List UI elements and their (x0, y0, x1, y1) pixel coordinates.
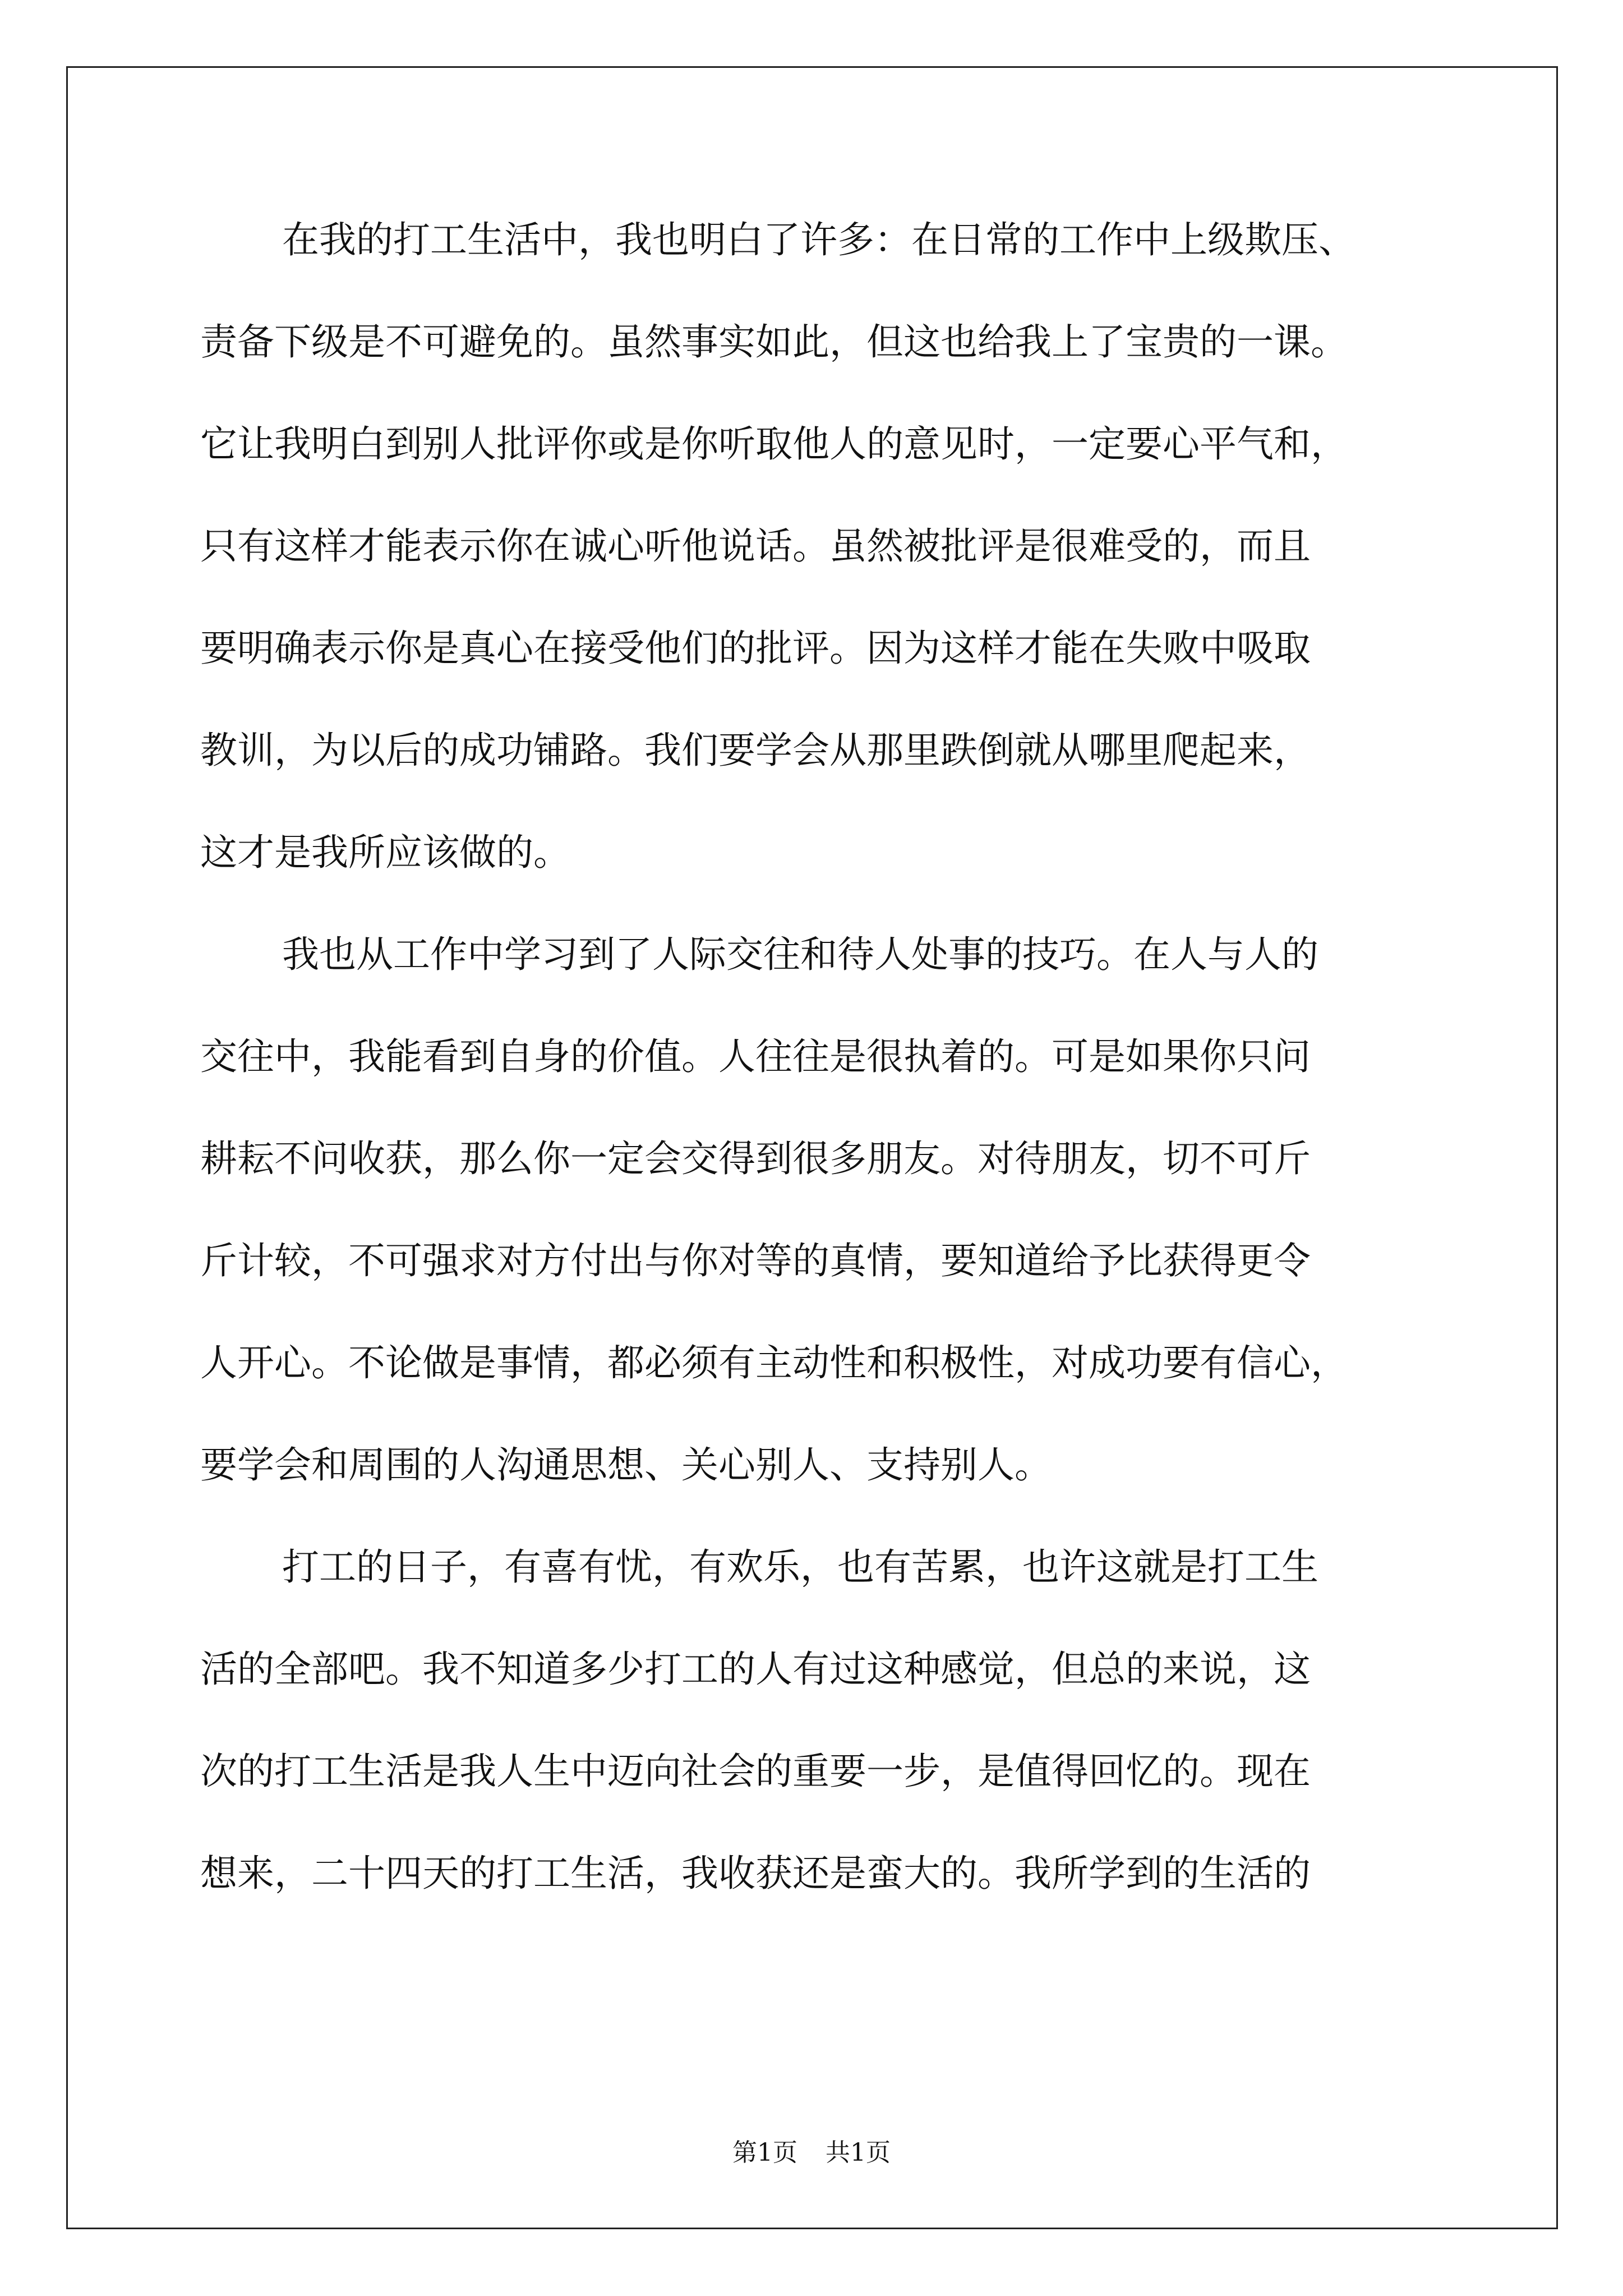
paragraph-2-line-4: 斤计较，不可强求对方付出与你对等的真情，要知道给予比获得更令 (200, 1239, 1311, 1282)
paragraph-1-line-7: 这才是我所应该做的。 (200, 831, 570, 874)
paragraph-2-line-2: 交往中，我能看到自身的价值。人往往是很执着的。可是如果你只问 (200, 1035, 1311, 1078)
paragraph-2-line-1: 我也从工作中学习到了人际交往和待人处事的技巧。在人与人的 (282, 933, 1318, 976)
paragraph-3-line-1: 打工的日子，有喜有忧，有欢乐，也有苦累，也许这就是打工生 (282, 1545, 1318, 1589)
page-total: 共1页 (826, 2138, 891, 2167)
document-body (200, 189, 1423, 1925)
paragraph-3-line-4: 想来，二十四天的打工生活，我收获还是蛮大的。我所学到的生活的 (200, 1852, 1311, 1895)
page-number: 第1页 (732, 2138, 797, 2167)
paragraph-1-line-1: 在我的打工生活中，我也明白了许多：在日常的工作中上级欺压、 (282, 218, 1355, 261)
paragraph-1-line-6: 教训，为以后的成功铺路。我们要学会从那里跌倒就从哪里爬起来， (200, 729, 1311, 772)
page-footer (0, 2136, 1623, 2170)
paragraph-1-line-5: 要明确表示你是真心在接受他们的批评。因为这样才能在失败中吸取 (200, 627, 1311, 670)
paragraph-3-line-2: 活的全部吧。我不知道多少打工的人有过这种感觉，但总的来说，这 (200, 1648, 1311, 1691)
paragraph-2-line-3: 耕耘不问收获，那么你一定会交得到很多朋友。对待朋友，切不可斤 (200, 1137, 1311, 1180)
paragraph-1-line-2: 责备下级是不可避免的。虽然事实如此，但这也给我上了宝贵的一课。 (200, 320, 1348, 364)
paragraph-1-line-3: 它让我明白到别人批评你或是你听取他人的意见时，一定要心平气和， (200, 422, 1348, 466)
paragraph-2-line-5: 人开心。不论做是事情，都必须有主动性和积极性，对成功要有信心， (200, 1341, 1348, 1384)
paragraph-1-line-4: 只有这样才能表示你在诚心听他说话。虽然被批评是很难受的，而且 (200, 524, 1311, 568)
paragraph-3-line-3: 次的打工生活是我人生中迈向社会的重要一步，是值得回忆的。现在 (200, 1750, 1311, 1793)
paragraph-2-line-6: 要学会和周围的人沟通思想、关心别人、支持别人。 (200, 1443, 1052, 1487)
